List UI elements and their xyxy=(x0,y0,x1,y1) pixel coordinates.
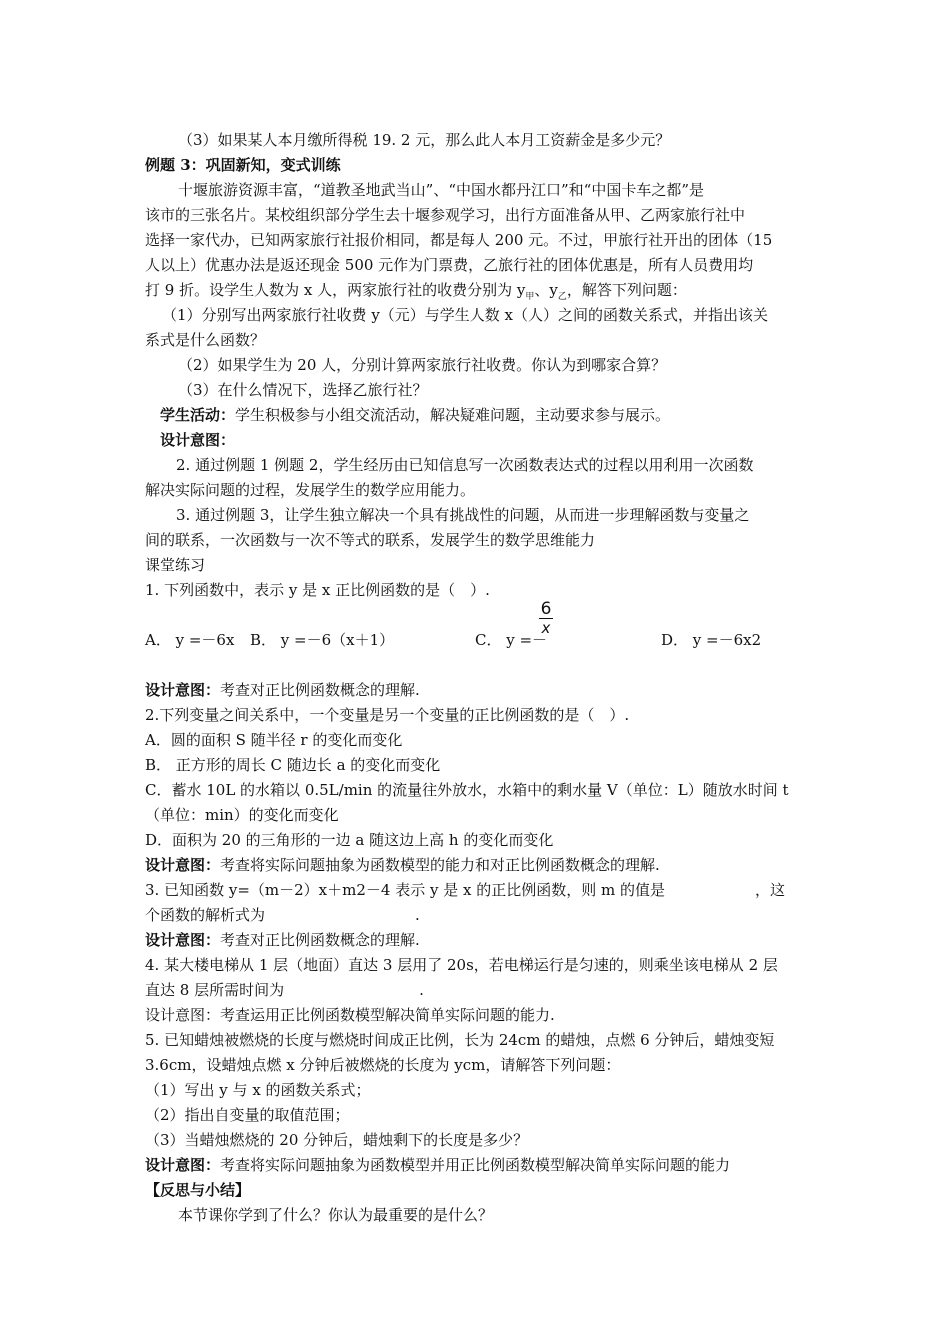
option-d: D． y =－6x2 xyxy=(661,631,762,649)
exercise-5-question: 5. 已知蜡烛被燃烧的长度与燃烧时间成正比例，长为 24cm 的蜡烛，点燃 6 分钟后，蜡烛变短 xyxy=(145,1031,775,1049)
fraction xyxy=(539,600,553,637)
reflection-heading: 【反思与小结】 xyxy=(145,1181,251,1199)
paragraph-line: 选择一家代办，已知两家旅行社报价相同，都是每人 200 元。不过，甲旅行社开出的团体（15 xyxy=(145,231,773,249)
reflection-line: 本节课你学到了什么？你认为最重要的是什么？ xyxy=(178,1206,494,1224)
option-b: B． y =－6（x＋1） xyxy=(250,631,395,649)
design-intent-line xyxy=(145,680,420,700)
sub-question-line: （1）分别写出两家旅行社收费 y（元）与学生人数 x（人）之间的函数关系式，并指出该关 xyxy=(162,306,769,324)
label-bold: 设计意图： xyxy=(145,1156,221,1174)
label-bold: 学生活动： xyxy=(160,406,236,424)
paragraph-line: 3. 通过例题 3，让学生独立解决一个具有挑战性的问题，从而进一步理解函数与变量之 xyxy=(176,506,750,524)
paragraph-line xyxy=(145,280,687,307)
section-heading: 课堂练习 xyxy=(145,556,206,574)
option-line: D．面积为 20 的三角形的一边 a 随这边上高 h 的变化而变化 xyxy=(145,831,554,849)
exercise-1-question: 1. 下列函数中，表示 y 是 x 正比例函数的是（ ）. xyxy=(145,581,490,599)
label-bold: 设计意图： xyxy=(145,856,221,874)
text-run: 学生积极参与小组交流活动，解决疑难问题，主动要求参与展示。 xyxy=(235,406,671,424)
exercise-2-question: 2.下列变量之间关系中，一个变量是另一个变量的正比例函数的是（ ）. xyxy=(145,706,630,724)
text-run: 、y xyxy=(534,281,558,299)
sub-question-line: （1）写出 y 与 x 的函数关系式； xyxy=(145,1081,371,1099)
sub-question-line: （3）在什么情况下，选择乙旅行社？ xyxy=(178,381,428,399)
subscript: 甲 xyxy=(525,292,535,302)
example-3-heading: 例题 3：巩固新知，变式训练 xyxy=(145,156,341,174)
exercise-5-question: 3.6cm，设蜡烛点燃 x 分钟后被燃烧的长度为 ycm，请解答下列问题： xyxy=(145,1056,621,1074)
option-c: C． y =－ xyxy=(475,631,548,649)
question-3-line: （3）如果某人本月缴所得税 19. 2 元，那么此人本月工资薪金是多少元？ xyxy=(178,131,671,149)
text-run: 考查将实际问题抽象为函数模型的能力和对正比例函数概念的理解. xyxy=(220,856,660,874)
exercise-4-question: 直达 8 层所需时间为 . xyxy=(145,981,424,999)
subscript: 乙 xyxy=(557,292,567,302)
paragraph-line: 2. 通过例题 1 例题 2，学生经历由已知信息写一次函数表达式的过程以用利用一次函数 xyxy=(176,456,754,474)
paragraph-line: 解决实际问题的过程，发展学生的数学应用能力。 xyxy=(145,481,476,499)
option-line: A．圆的面积 S 随半径 r 的变化而变化 xyxy=(145,731,403,749)
text-run: 考查对正比例函数概念的理解. xyxy=(220,681,420,699)
option-a: A． y =－6x xyxy=(145,631,235,649)
paragraph-line: 间的联系，一次函数与一次不等式的联系，发展学生的数学思维能力 xyxy=(145,531,596,549)
option-line: （单位：min）的变化而变化 xyxy=(145,806,339,824)
paragraph-line: 该市的三张名片。某校组织部分学生去十堰参观学习，出行方面准备从甲、乙两家旅行社中 xyxy=(145,206,746,224)
exercise-3-question: 个函数的解析式为 . xyxy=(145,906,420,924)
exercise-3-question: 3. 已知函数 y=（m－2）x＋m2－4 表示 y 是 x 的正比例函数，则 m 的值是 ，这 xyxy=(145,881,785,899)
design-intent-line xyxy=(145,1155,730,1175)
text-run: ，解答下列问题： xyxy=(566,281,687,299)
fraction-numerator: 6 xyxy=(540,599,552,619)
sub-question-line: （2）指出自变量的取值范围； xyxy=(145,1106,350,1124)
text-run: 考查将实际问题抽象为函数模型并用正比例函数模型解决简单实际问题的能力 xyxy=(220,1156,731,1174)
paragraph-line: 人以上）优惠办法是返还现金 500 元作为门票费，乙旅行社的团体优惠是，所有人员费用均 xyxy=(145,256,754,274)
design-intent-line xyxy=(145,855,660,875)
label-bold: 设计意图： xyxy=(145,931,221,949)
sub-question-line: （2）如果学生为 20 人，分别计算两家旅行社收费。你认为到哪家合算？ xyxy=(178,356,667,374)
option-line: C．蓄水 10L 的水箱以 0.5L/min 的流量往外放水，水箱中的剩水量 V（单位：L）随放水时间 t xyxy=(145,781,789,799)
option-line: B． 正方形的周长 C 随边长 a 的变化而变化 xyxy=(145,756,441,774)
sub-question-line: 系式是什么函数？ xyxy=(145,331,266,349)
sub-question-line: （3）当蜡烛燃烧的 20 分钟后，蜡烛剩下的长度是多少？ xyxy=(145,1131,529,1149)
student-activity-line xyxy=(160,405,670,425)
design-intent-line xyxy=(145,930,420,950)
text-run: 考查对正比例函数概念的理解. xyxy=(220,931,420,949)
text-run: 打 9 折。设学生人数为 x 人，两家旅行社的收费分别为 y xyxy=(145,281,526,299)
fraction-denominator: x xyxy=(541,619,551,637)
paragraph-line: 十堰旅游资源丰富，“道教圣地武当山”、“中国水都丹江口”和“中国卡车之都”是 xyxy=(178,181,705,199)
design-intent-label: 设计意图： xyxy=(160,431,236,449)
design-intent-line: 设计意图：考查运用正比例函数模型解决简单实际问题的能力. xyxy=(145,1006,555,1024)
label-bold: 设计意图： xyxy=(145,681,221,699)
exercise-4-question: 4. 某大楼电梯从 1 层（地面）直达 3 层用了 20s，若电梯运行是匀速的，则乘坐该电梯从 2 层 xyxy=(145,956,778,974)
